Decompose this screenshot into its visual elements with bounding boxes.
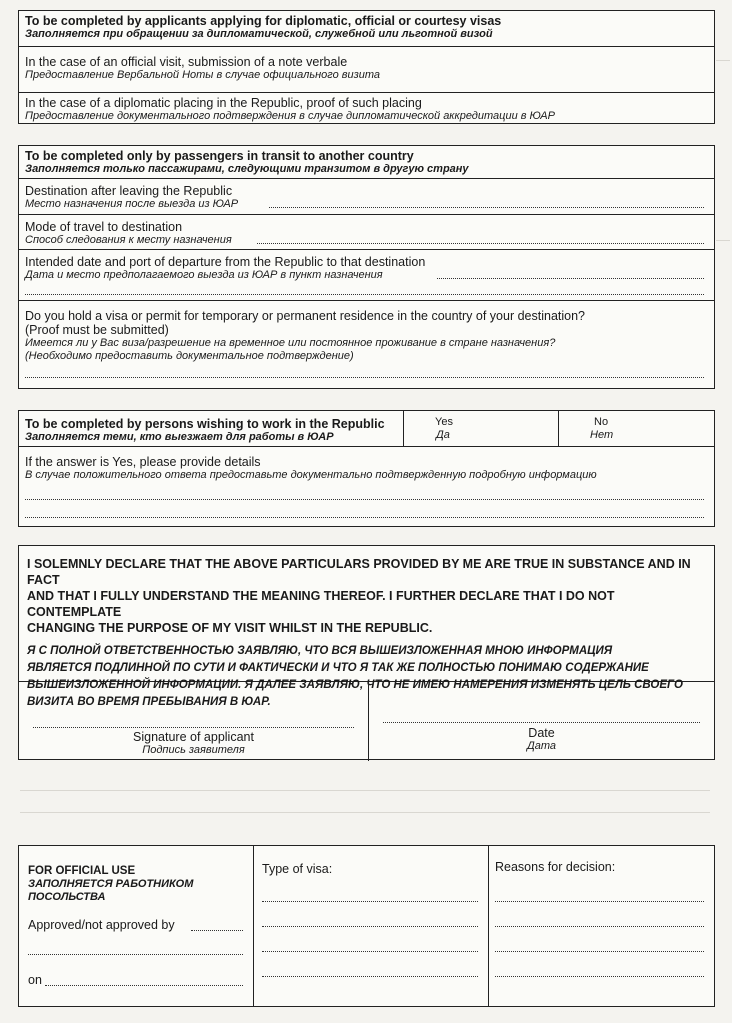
work-details-label-en: If the answer is Yes, please provide details [25,455,261,469]
diplomatic-header [19,11,714,47]
departure-label-ru: Дата и место предполагаемого выезда из ЮАР в пункт назначения [25,269,383,281]
transit-header-ru: Заполняется только пассажирами, следующими транзитом в другую страну [25,163,469,175]
yes-option[interactable] [403,411,559,447]
declaration-section [18,545,715,760]
work-details-field-2[interactable] [25,517,704,518]
visa-type-field-2[interactable] [262,926,478,927]
diplomatic-placing-row[interactable] [19,93,714,125]
declaration-ru-line-4: ВИЗИТА ВО ВРЕМЯ ПРЕБЫВАНИЯ В ЮАР. [27,696,271,708]
reasons-label: Reasons for decision: [495,860,616,874]
residence-visa-field[interactable] [25,377,704,378]
transit-section [18,145,715,389]
work-section [18,410,715,527]
work-details-field-1[interactable] [25,499,704,500]
official-use-header-en: FOR OFFICIAL USE [28,865,136,877]
official-use-section [18,845,715,1007]
ghost-line [20,812,710,813]
official-visit-row[interactable] [19,47,714,93]
transit-header [19,146,714,179]
work-header [19,411,714,447]
declaration-ru-line-3: ВЫШЕИЗЛОЖЕННОЙ ИНФОРМАЦИИ. Я ДАЛЕЕ ЗАЯВЛЯЮ, ЧТО НЕ ИМЕЮ НАМЕРЕНИЯ ИЗМЕНЯТЬ ЦЕЛЬ СВОЕГО [27,679,683,691]
signature-label-en: Signature of applicant [133,730,254,744]
travel-mode-label-en: Mode of travel to destination [25,220,183,234]
travel-mode-row[interactable] [19,215,714,250]
no-option[interactable] [559,411,716,447]
destination-label-ru: Место назначения после выезда из ЮАР [25,198,239,210]
declaration-ru-line-1: Я С ПОЛНОЙ ОТВЕТСТВЕННОСТЬЮ ЗАЯВЛЯЮ, ЧТО ВСЯ ВЫШЕИЗЛОЖЕННАЯ МНОЮ ИНФОРМАЦИЯ [27,645,613,657]
residence-visa-proof-ru: (Необходимо предоставить документальное подтверждение) [25,350,354,362]
work-details-row[interactable] [19,447,714,528]
official-use-header-ru-1: ЗАПОЛНЯЕТСЯ РАБОТНИКОМ [28,878,194,890]
date-field[interactable] [383,722,700,723]
signature-cell[interactable] [19,682,369,761]
diplomatic-visa-section [18,10,715,124]
residence-visa-label-en: Do you hold a visa or permit for temporary or permanent residence in the country of your destination? [25,309,586,323]
diplomatic-header-en: To be completed by applicants applying for diplomatic, official or courtesy visas [25,14,502,28]
travel-mode-field[interactable] [257,243,704,244]
diplomatic-header-ru: Заполняется при обращении за дипломатической, служебной или льготной визой [25,28,493,40]
signature-row [19,682,714,761]
on-label: on [28,973,42,987]
signature-field[interactable] [33,727,354,728]
official-visit-label-en: In the case of an official visit, submission of a note verbale [25,55,348,69]
departure-label-en: Intended date and port of departure from the Republic to that destination [25,255,426,269]
approved-label: Approved/not approved by [28,918,175,932]
no-label-en: No [594,416,609,428]
travel-mode-label-ru: Способ следования к месту назначения [25,234,232,246]
residence-visa-row[interactable] [19,301,714,390]
diplomatic-placing-label-ru: Предоставление документального подтверждения в случае дипломатической аккредитации в ЮАР [25,110,555,122]
residence-visa-label-ru: Имеется ли у Вас виза/разрешение на временное или постоянное проживание в стране назначения? [25,337,556,349]
no-label-ru: Нет [590,429,614,441]
visa-type-field-3[interactable] [262,951,478,952]
ghost-line [20,790,710,791]
diplomatic-placing-label-en: In the case of a diplomatic placing in the Republic, proof of such placing [25,96,422,110]
departure-field-1[interactable] [437,278,704,279]
date-label-en: Date [528,726,555,740]
work-details-label-ru: В случае положительного ответа предоставьте документально подтвержденную подробную информацию [25,469,597,481]
ghost-line [716,60,730,61]
declaration-en-line-3: CHANGING THE PURPOSE OF MY VISIT WHILST IN THE REPUBLIC. [27,621,433,635]
visa-type-label: Type of visa: [262,862,333,876]
declaration-ru-line-2: ЯВЛЯЕТСЯ ПОДЛИННОЙ ПО СУТИ И ФАКТИЧЕСКИ И ЧТО Я ТАК ЖЕ ПОЛНОСТЬЮ ПОНИМАЮ СОДЕРЖАНИЕ [27,662,649,674]
declaration-text [19,546,714,708]
departure-row[interactable] [19,250,714,301]
official-use-column [19,846,254,1006]
destination-label-en: Destination after leaving the Republic [25,184,233,198]
departure-field-2[interactable] [25,294,704,295]
reasons-field-1[interactable] [495,901,704,902]
visa-type-field-1[interactable] [262,901,478,902]
work-header-ru: Заполняется теми, кто выезжает для работы в ЮАР [25,431,334,443]
on-field[interactable] [45,985,243,986]
official-visit-label-ru: Предоставление Вербальной Ноты в случае официального визита [25,69,381,81]
yes-label-ru: Да [436,429,450,441]
date-cell[interactable] [369,682,714,761]
approved-field[interactable] [191,930,243,931]
reasons-field-4[interactable] [495,976,704,977]
destination-row[interactable] [19,179,714,215]
residence-visa-proof-en: (Proof must be submitted) [25,323,169,337]
reasons-column [489,846,714,1006]
declaration-en-line-2: AND THAT I FULLY UNDERSTAND THE MEANING THEREOF. I FURTHER DECLARE THAT I DO NOT CONTEMPLATE [27,589,615,619]
reasons-field-3[interactable] [495,951,704,952]
declaration-en-line-1: I SOLEMNLY DECLARE THAT THE ABOVE PARTICULARS PROVIDED BY ME ARE TRUE IN SUBSTANCE AND IN FACT [27,557,691,587]
approved-field-2[interactable] [28,954,243,955]
ghost-line [716,240,730,241]
visa-type-column [254,846,489,1006]
transit-header-en: To be completed only by passengers in transit to another country [25,149,414,163]
signature-label-ru: Подпись заявителя [142,744,245,756]
work-header-en: To be completed by persons wishing to work in the Republic [25,417,385,431]
official-use-header-ru-2: ПОСОЛЬСТВА [28,891,106,903]
reasons-field-2[interactable] [495,926,704,927]
yes-label-en: Yes [435,416,453,428]
date-label-ru: Дата [526,740,557,752]
visa-type-field-4[interactable] [262,976,478,977]
destination-field[interactable] [269,207,704,208]
